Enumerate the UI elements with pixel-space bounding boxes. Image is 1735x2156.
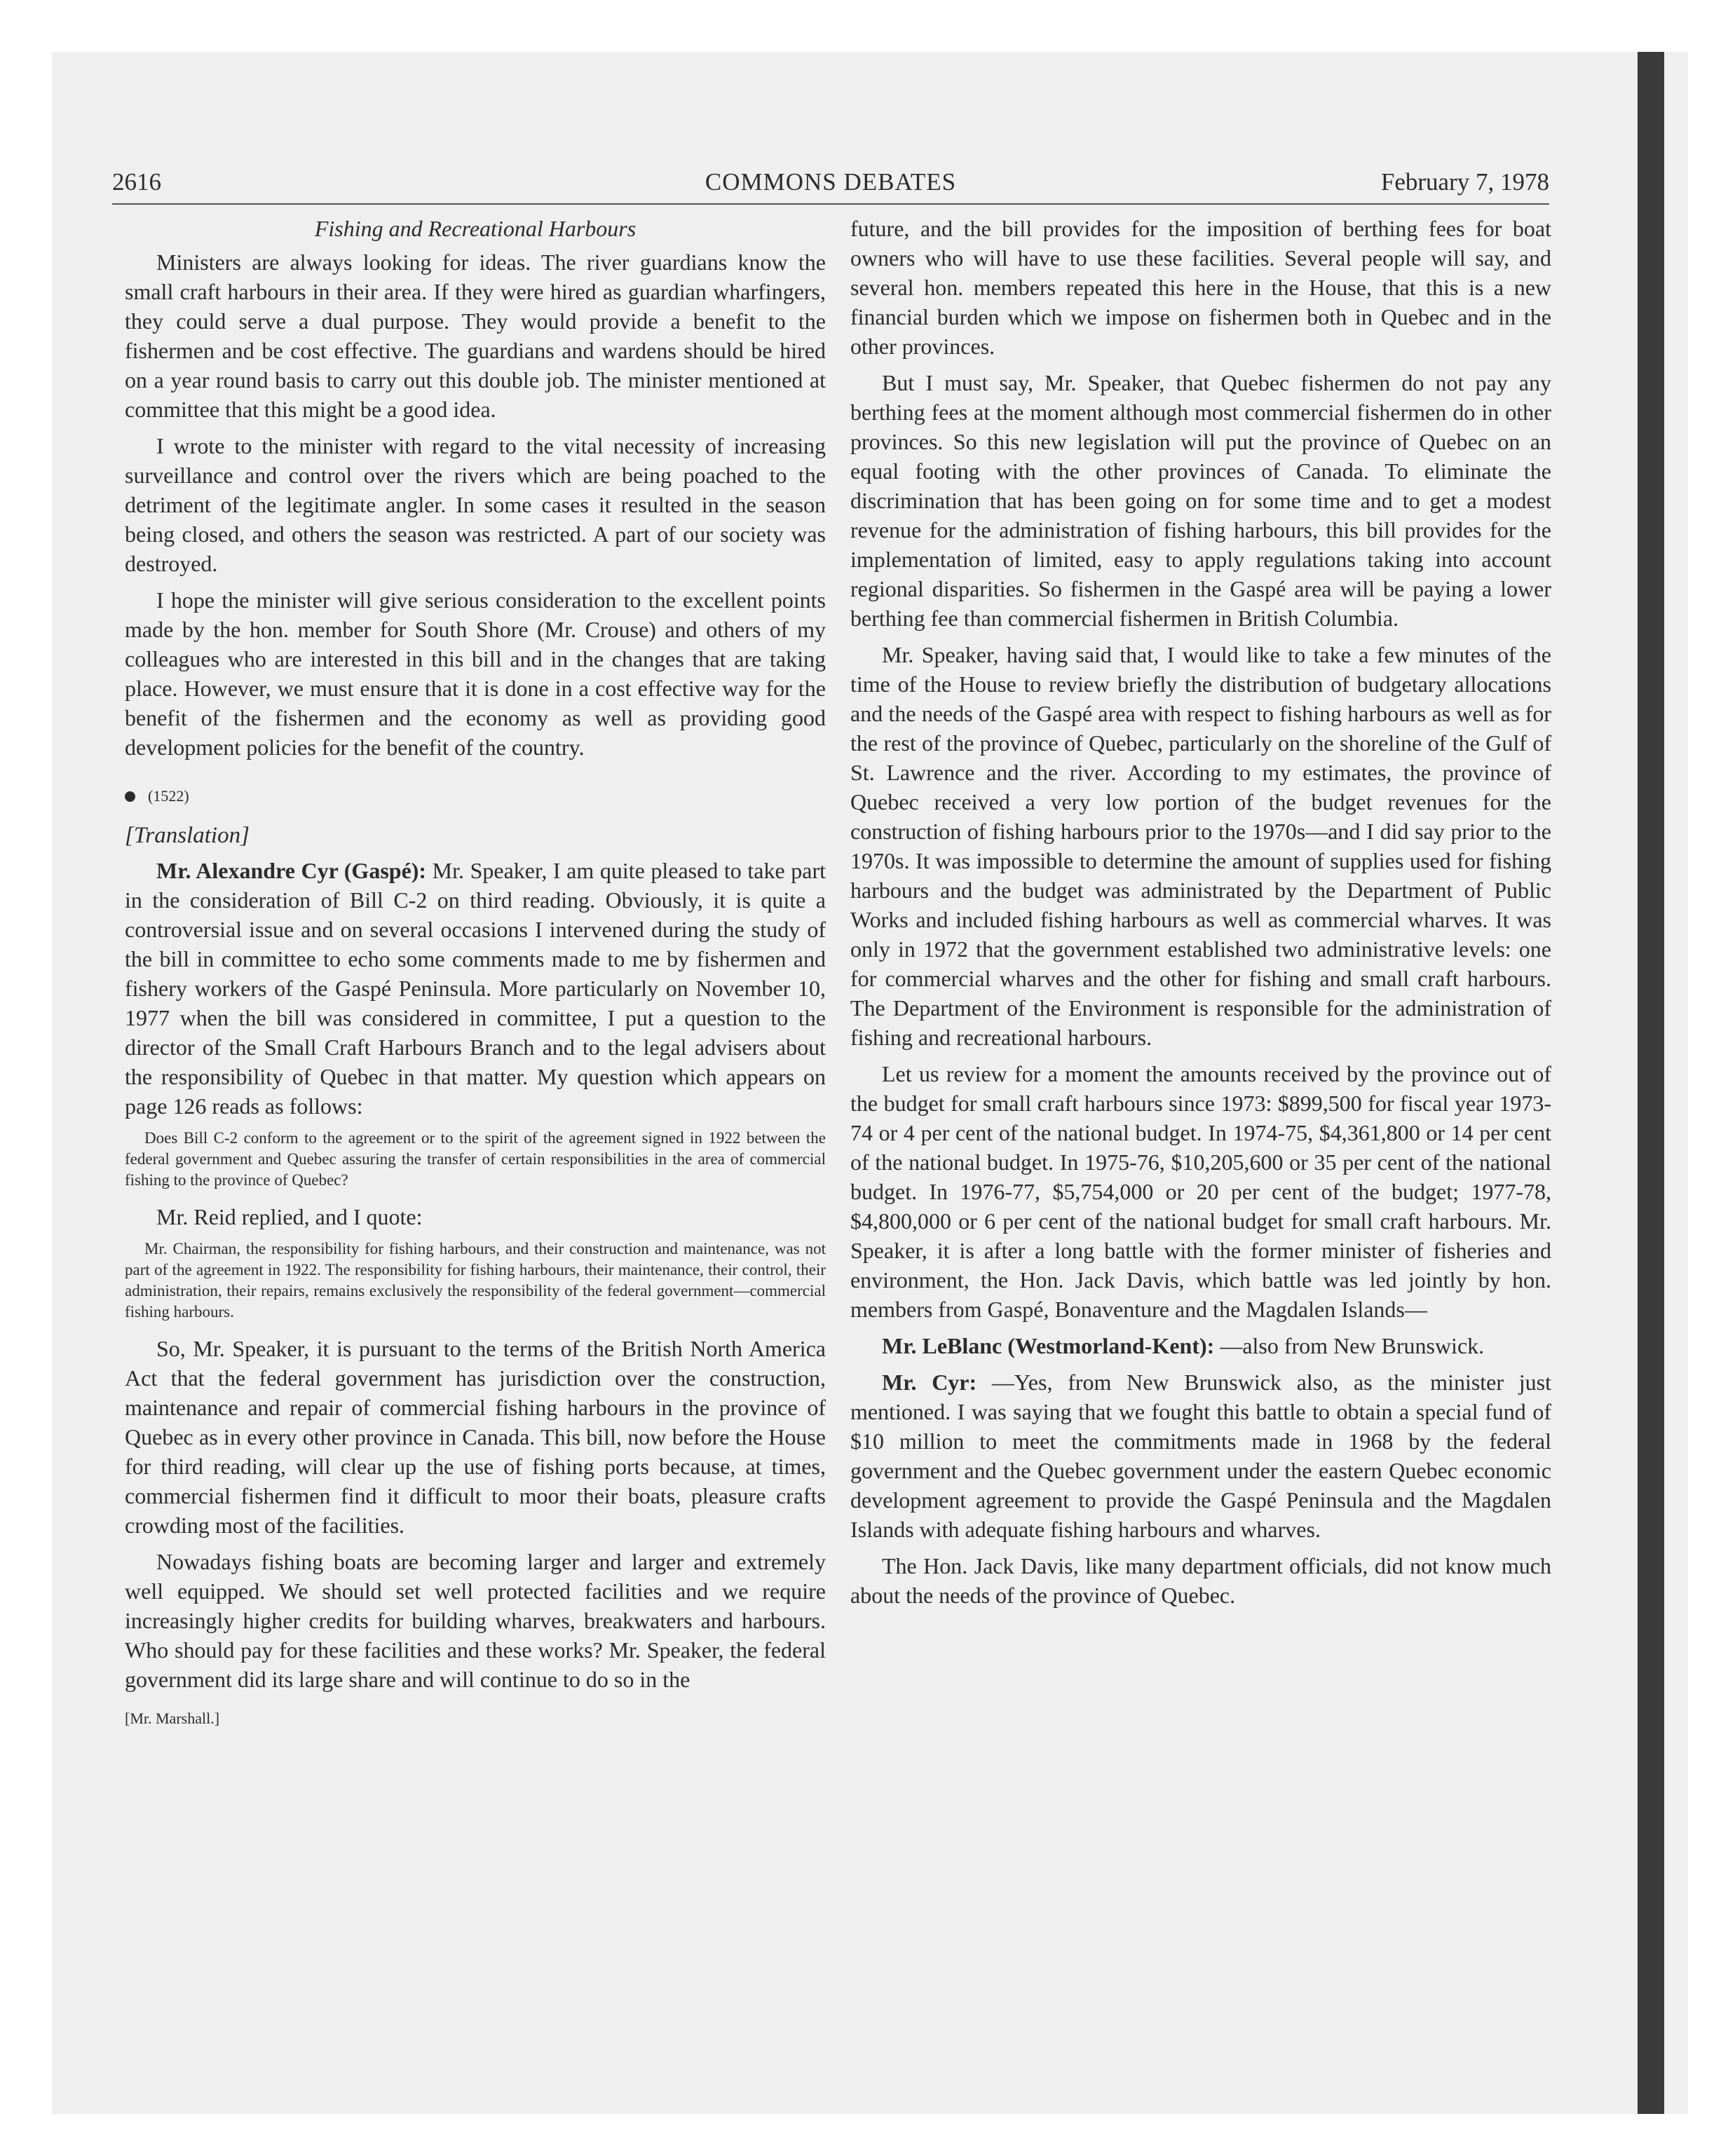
block-quote: Mr. Chairman, the responsibility for fishing harbours, and their construction and maintenance, was not part of the agreement in 1922. The responsibility for fishing harbours, their maintenance, their control, their administration, their repairs, remains exclusively the responsibility of the federal government—commercial fishing harbours.: [125, 1240, 826, 1321]
paragraph: future, and the bill provides for the imposition of berthing fees for boat owners who will have to use these facilities. Several people will say, and several hon. members repeated this here in the House, that this is a new financial burden which we impose on fishermen both in Quebec and in the other provinces.: [850, 216, 1551, 359]
publication-title: COMMONS DEBATES: [705, 168, 957, 196]
paragraph: I wrote to the minister with regard to the vital necessity of increasing surveillance and control over the rivers which are being poached to the detriment of the legitimate angler. In some cases it resulted in the season being closed, and others the season was restricted. A part of our society was destroyed.: [125, 433, 826, 576]
speech-paragraph: [125, 856, 826, 1121]
bullet-icon: [125, 791, 135, 802]
paragraph: I hope the minister will give serious consideration to the excellent points made by the hon. member for South Shore (Mr. Crouse) and others of my colleagues who are interested in this bill and in the changes that are taking place. However, we must ensure that it is done in a cost effective way for the benefit of the fishermen and the economy as well as providing good development policies for the benefit of the country.: [125, 587, 826, 760]
speech-paragraph: [850, 1367, 1551, 1544]
paragraph: Mr. Reid replied, and I quote:: [156, 1204, 423, 1229]
right-column: [850, 214, 1551, 1617]
scan-edge-shadow: [1638, 52, 1664, 2114]
left-column: [125, 214, 826, 1733]
speech-text: —also from New Brunswick.: [1214, 1333, 1485, 1358]
speaker-name: Mr. LeBlanc (Westmorland-Kent):: [882, 1333, 1215, 1358]
paragraph: Mr. Speaker, having said that, I would like to take a few minutes of the time of the House to review briefly the distribution of budgetary allocations and the needs of the Gaspé area with respect to fishing harbours as well as for the rest of the province of Quebec, particularly on the shoreline of the Gulf of St. Lawrence and the river. According to my estimates, the province of Quebec received a very low portion of the budget revenues for the construction of fishing harbours prior to the 1970s—and I did say prior to the 1970s. It was impossible to determine the amount of supplies used for fishing harbours and the budget was administrated by the Department of Public Works and included fishing harbours as well as commercial wharves. It was only in 1972 that the government established two administrative levels: one for commercial wharves and the other for fishing and small craft harbours. The Department of the Environment is responsible for the administration of fishing and recreational harbours.: [850, 642, 1551, 1050]
paragraph: Nowadays fishing boats are becoming larger and larger and extremely well equipped. We should set well protected facilities and we require increasingly higher credits for building wharves, breakwaters and harbours. Who should pay for these facilities and these works? Mr. Speaker, the federal government did its large share and will continue to do so in the: [125, 1549, 826, 1692]
block-quote: Does Bill C-2 conform to the agreement or to the spirit of the agreement signed in 1922 between the federal government and Quebec assuring the transfer of certain responsibilities in the area of commercial fishing to the province of Quebec?: [125, 1129, 826, 1189]
speech-text: Mr. Speaker, I am quite pleased to take part in the consideration of Bill C-2 on third reading. Obviously, it is quite a controversial issue and on several occasions I intervened during the study of the bill in committee to echo some comments made to me by fishermen and fishery workers of the Gaspé Peninsula. More particularly on November 10, 1977 when the bill was considered in committee, I put a question to the director of the Small Craft Harbours Branch and to the legal advisers about the responsibility of Quebec in that matter. My question which appears on page 126 reads as follows:: [125, 858, 826, 1119]
paragraph: So, Mr. Speaker, it is pursuant to the terms of the British North America Act that the federal government has jurisdiction over the construction, maintenance and repair of commercial fishing harbours in the province of Quebec as in every other province in Canada. This bill, now before the House for third reading, will clear up the use of fishing ports because, at times, commercial fishermen find it difficult to moor their boats, pleasure crafts crowding most of the facilities.: [125, 1336, 826, 1538]
speaker-name: Mr. Alexandre Cyr (Gaspé):: [156, 858, 427, 883]
speaker-attribution: [Mr. Marshall.]: [125, 1710, 220, 1727]
paragraph: The Hon. Jack Davis, like many department officials, did not know much about the needs of the province of Quebec.: [850, 1553, 1551, 1608]
paragraph: But I must say, Mr. Speaker, that Quebec fishermen do not pay any berthing fees at the moment although most commercial fishermen do in other provinces. So this new legislation will put the province of Quebec on an equal footing with the other provinces of Canada. To eliminate the discrimination that has been going on for some time and to get a modest revenue for the administration of fishing harbours, this bill provides for the implementation of limited, easy to apply regulations taking into account regional disparities. So fishermen in the Gaspé area will be paying a lower berthing fee than commercial fishermen in British Columbia.: [850, 370, 1551, 631]
page-date: February 7, 1978: [1380, 168, 1549, 196]
paragraph: Let us review for a moment the amounts received by the province out of the budget for small craft harbours since 1973: $899,500 for fiscal year 1973-74 or 4 per cent of the national budget. In 1974-75, $4,361,800 or 14 per cent of the national budget. In 1975-76, $10,205,600 or 35 per cent of the national budget. In 1976-77, $5,754,000 or 20 per cent of the budget; 1977-78, $4,800,000 or 6 per cent of the national budget for small craft harbours. Mr. Speaker, it is after a long battle with the former minister of fisheries and environment, the Hon. Jack Davis, which battle was led jointly by hon. members from Gaspé, Bonaventure and the Magdalen Islands—: [850, 1061, 1551, 1322]
time-mark: [125, 782, 826, 811]
section-title: Fishing and Recreational Harbours: [314, 216, 637, 241]
speech-paragraph: [850, 1331, 1551, 1360]
speaker-name: Mr. Cyr:: [882, 1370, 977, 1395]
time-mark-text: (1522): [148, 787, 189, 805]
page-number: 2616: [112, 168, 161, 196]
speech-text: —Yes, from New Brunswick also, as the minister just mentioned. I was saying that we fought this battle to obtain a special fund of $10 million to meet the commitments made in 1968 by the federal government and the Quebec government under the eastern Quebec economic development agreement to provide the Gaspé Peninsula and the Magdalen Islands with adequate fishing harbours and wharves.: [850, 1370, 1552, 1542]
page-header: [112, 168, 1549, 205]
paragraph: Ministers are always looking for ideas. The river guardians know the small craft harbours in their area. If they were hired as guardian wharfingers, they could serve a dual purpose. They would provide a benefit to the fishermen and be cost effective. The guardians and wardens should be hired on a year round basis to carry out this double job. The minister mentioned at committee that this might be a good idea.: [125, 250, 826, 422]
translation-label: [Translation]: [125, 823, 250, 848]
